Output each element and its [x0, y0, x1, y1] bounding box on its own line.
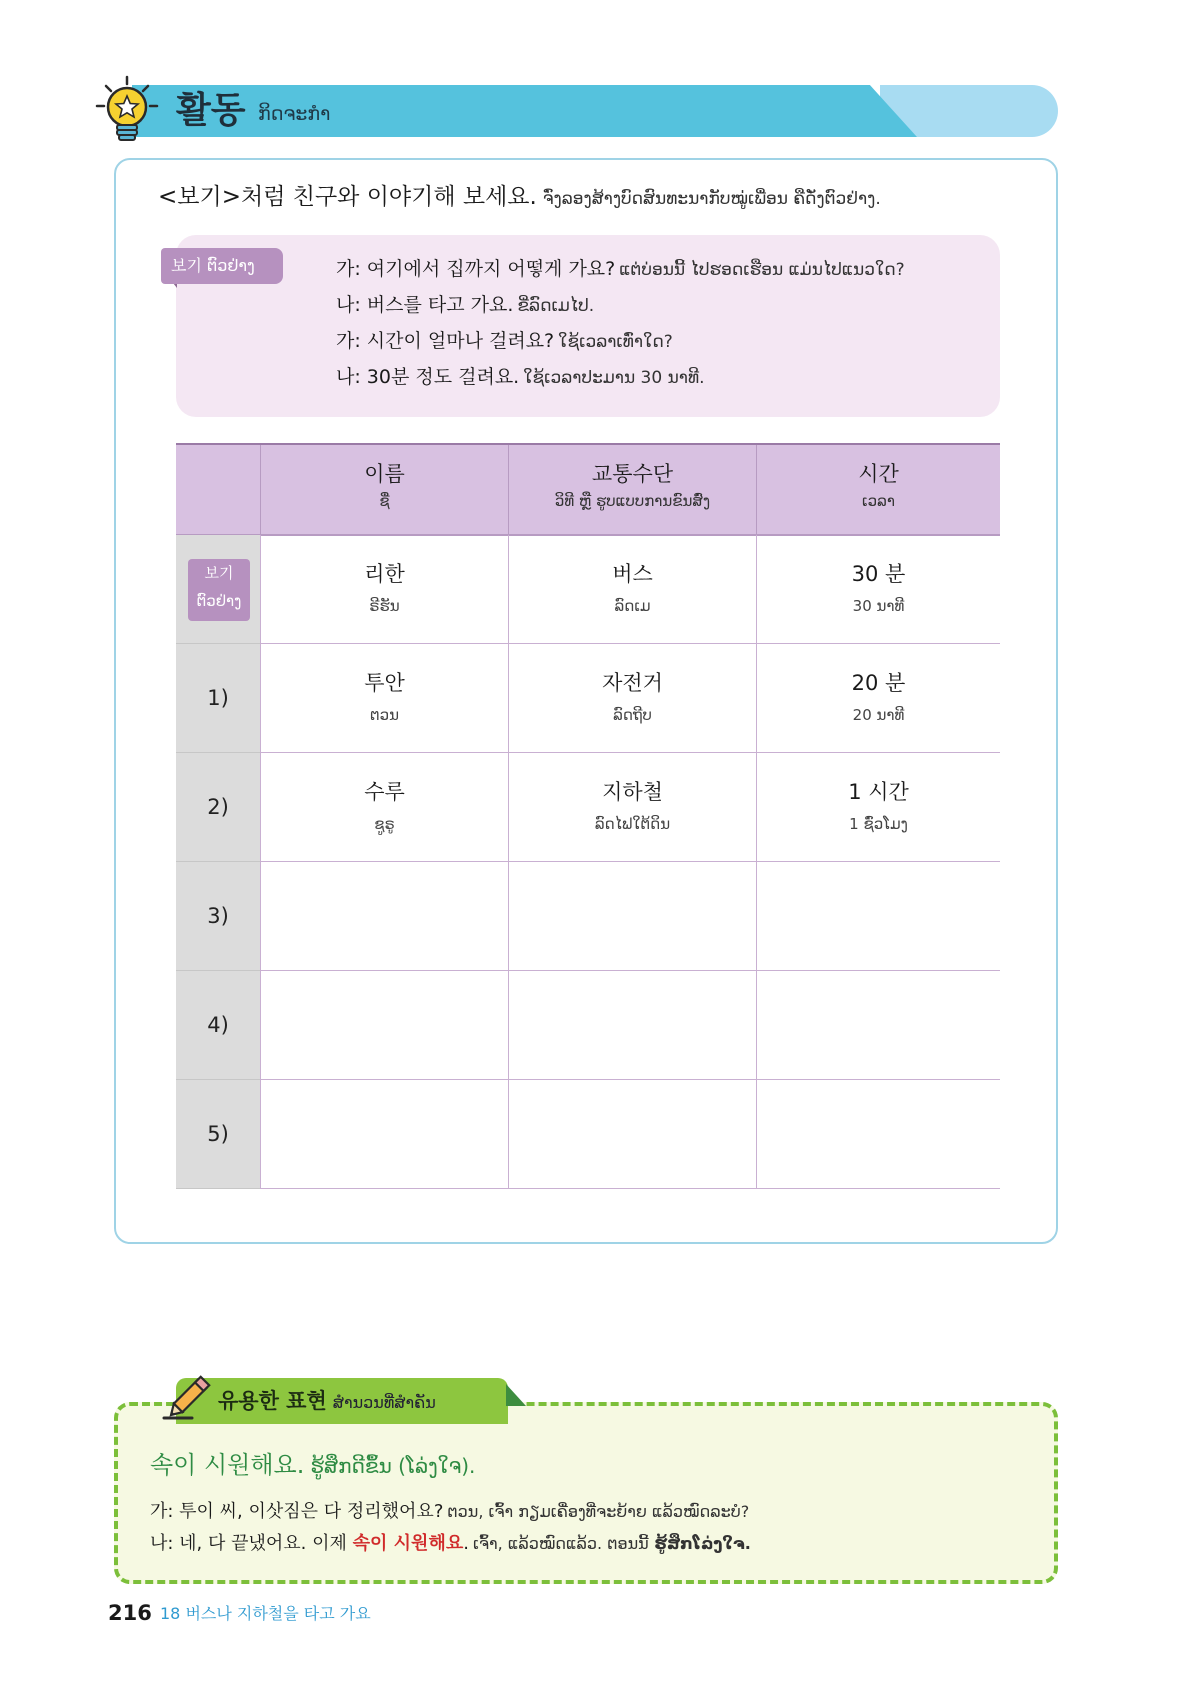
cell-lao: ຕວນ — [370, 706, 399, 724]
cell-korean: 버스 — [612, 562, 653, 586]
useful-phrase-korean: 속이 시원해요. — [150, 1451, 305, 1479]
table-cell-empty[interactable] — [508, 971, 756, 1080]
example-badge — [188, 559, 250, 621]
table-cell — [508, 535, 756, 644]
section-title: 활동 — [176, 90, 246, 131]
cell-korean: 1 시간 — [848, 780, 909, 804]
pencil-icon — [158, 1372, 220, 1424]
dialog-line — [336, 253, 905, 286]
useful-dialog-lao: ຕວນ, ເຈົ້າ ກຽມເຄື່ອງທີ່ຈະຍ້າຍ ແລ້ວໝົດລະບໍ? — [447, 1502, 750, 1521]
cell-korean: 리한 — [364, 562, 405, 586]
dialog-line — [336, 325, 673, 358]
cell-lao: ລົດຖີບ — [613, 706, 652, 724]
column-header-transport — [508, 443, 756, 535]
column-header-korean: 교통수단 — [591, 462, 674, 486]
activity-table — [176, 443, 1000, 1188]
column-header-name — [260, 443, 508, 535]
dialog-line — [336, 289, 594, 322]
table-cell-empty[interactable] — [508, 862, 756, 971]
useful-phrase-lao: ຮູ້ສຶກດີຂຶ້ນ (ໂລ່ງໃຈ). — [310, 1454, 476, 1478]
table-cell — [756, 753, 1000, 862]
table-cell-empty[interactable] — [756, 862, 1000, 971]
row-label: 4) — [176, 971, 260, 1080]
example-tag: 보기 ຕົວຢ່າງ — [161, 248, 283, 284]
instruction-lao: ຈົ່ງລອງສ້າງບົດສົນທະນາກັບໝູ່ເພື່ອນ ຄືດັ່ງຕົວຢ່າງ. — [542, 189, 881, 209]
cell-lao: 30 ນາທີ — [852, 597, 905, 615]
table-corner-cell — [176, 443, 260, 535]
column-header-lao: ເວລາ — [862, 492, 895, 510]
column-header-lao: ວິທີ ຫຼື ຮູບແບບການຂົນສົ່ງ — [554, 492, 711, 510]
cell-lao: ລົດໄຟໃຕ້ດິນ — [594, 815, 671, 833]
dialog-korean: 나: 30분 정도 걸려요. — [336, 366, 520, 388]
useful-dialog-korean: 나: 네, 다 끝냈어요. 이제 — [150, 1533, 347, 1554]
cell-korean: 자전거 — [602, 671, 663, 695]
row-label: 5) — [176, 1080, 260, 1189]
instruction-korean: <보기>처럼 친구와 이야기해 보세요. — [158, 184, 537, 210]
dialog-lao: ຂີ່ລົດເມໄປ. — [517, 296, 595, 316]
column-header-korean: 이름 — [364, 462, 405, 486]
page-number: 216 — [108, 1601, 152, 1625]
table-cell — [756, 644, 1000, 753]
cell-lao: ຊູຣູ — [374, 815, 395, 833]
dialog-korean: 나: 버스를 타고 가요. — [336, 294, 514, 316]
instruction — [158, 180, 881, 216]
useful-dialog-korean-end: . — [463, 1533, 469, 1554]
column-header-lao: ຊື່ — [379, 492, 390, 510]
cell-korean: 투안 — [364, 671, 405, 695]
cell-korean: 20 분 — [851, 671, 906, 695]
table-cell — [260, 644, 508, 753]
cell-lao: 20 ນາທີ — [852, 706, 905, 724]
table-cell-empty[interactable] — [756, 1080, 1000, 1189]
row-label-example — [176, 535, 260, 644]
cell-lao: 1 ຊົ່ວໂມງ — [849, 815, 908, 833]
column-header-korean: 시간 — [858, 462, 899, 486]
chapter-title: 18 버스나 지하철을 타고 가요 — [160, 1604, 371, 1623]
table-cell-empty[interactable] — [260, 862, 508, 971]
dialog-lao: ໃຊ້ເວລາເທົ່າໃດ? — [558, 332, 673, 352]
cell-korean: 30 분 — [851, 562, 906, 586]
cell-korean: 수루 — [364, 780, 405, 804]
cell-lao: ລົດເມ — [614, 597, 651, 615]
dialog-lao: ໃຊ້ເວລາປະມານ 30 ນາທີ. — [523, 368, 705, 388]
dialog-korean: 가: 여기에서 집까지 어떻게 가요? — [336, 258, 616, 280]
table-cell — [508, 644, 756, 753]
table-cell-empty[interactable] — [260, 1080, 508, 1189]
dialog-lao: ແຕ່ບ່ອນນີ້ ໄປຮອດເຮືອນ ແມ່ນໄປແນວໃດ? — [619, 260, 905, 280]
table-cell — [260, 753, 508, 862]
table-cell-empty[interactable] — [756, 971, 1000, 1080]
column-header-time — [756, 443, 1000, 535]
example-badge-lao: ຕົວຢ່າງ — [196, 592, 242, 610]
lightbulb-icon — [92, 74, 162, 146]
header-banner — [132, 85, 917, 137]
highlighted-expression: 속이 시원해요 — [352, 1533, 464, 1554]
section-subtitle: ກິດຈະກຳ — [258, 103, 331, 125]
example-badge-korean: 보기 — [204, 564, 234, 582]
row-label: 1) — [176, 644, 260, 753]
table-top-rule — [176, 443, 1000, 445]
row-label: 2) — [176, 753, 260, 862]
useful-phrase — [150, 1448, 475, 1483]
table-cell — [756, 535, 1000, 644]
useful-dialog-line — [150, 1529, 751, 1559]
dialog-line — [336, 361, 704, 394]
useful-title-korean: 유용한 표현 — [218, 1389, 327, 1413]
cell-lao: ຣີຮັນ — [369, 597, 400, 615]
table-cell-empty[interactable] — [260, 971, 508, 1080]
table-cell-empty[interactable] — [508, 1080, 756, 1189]
useful-title-lao: ສຳນວນທີ່ສຳຄັນ — [332, 1393, 436, 1412]
highlighted-expression-lao: ຮູ້ສຶກໂລ່ງໃຈ. — [654, 1534, 751, 1553]
dialog-korean: 가: 시간이 얼마나 걸려요? — [336, 330, 555, 352]
table-cell — [260, 535, 508, 644]
useful-dialog-line — [150, 1497, 749, 1527]
table-cell — [508, 753, 756, 862]
row-label: 3) — [176, 862, 260, 971]
useful-dialog-lao: ເຈົ້າ, ແລ້ວໝົດແລ້ວ. ຕອນນີ້ — [472, 1534, 649, 1553]
useful-dialog-korean: 가: 투이 씨, 이삿짐은 다 정리했어요? — [150, 1501, 444, 1522]
cell-korean: 지하철 — [602, 780, 663, 804]
useful-expression-title — [218, 1384, 436, 1420]
